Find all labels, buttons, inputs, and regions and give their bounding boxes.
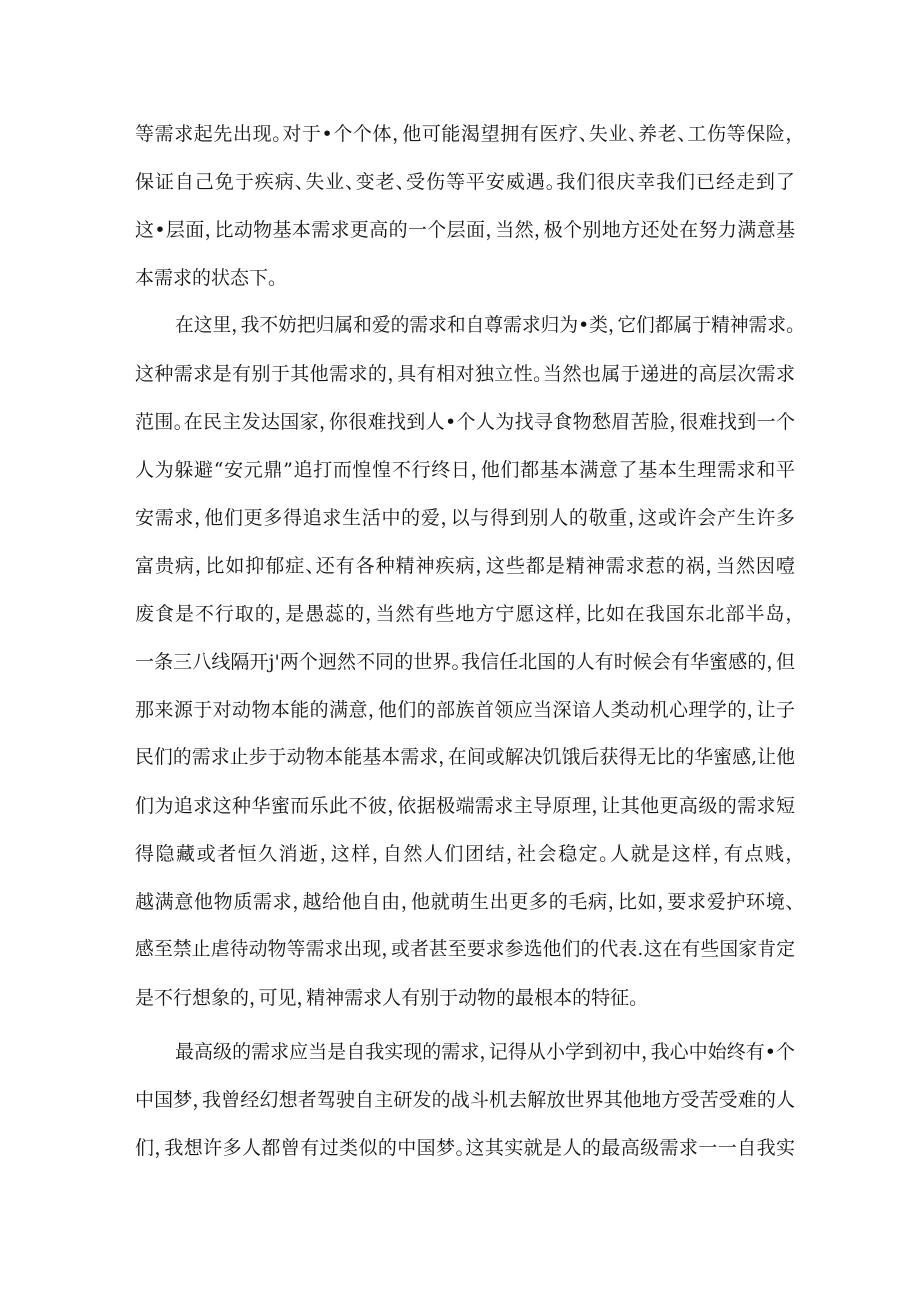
text-line: 们为追求这种华蜜而乐此不彼，依据极端需求主导原理，让其他更高级的需求短	[135, 795, 795, 817]
text-line: 这•层面，比动物基本需求更高的一个层面，当然，极个别地方还处在努力满意基	[135, 219, 795, 241]
text-line: 人为躲避“安元鼎”追打而惶惶不行终日，他们都基本满意了基本生理需求和平	[135, 459, 795, 481]
text-line: 那来源于对动物本能的满意，他们的部族首领应当深谙人类动机心理学的，让子	[135, 699, 795, 721]
text-line: 感至禁止虐待动物等需求出现，或者甚至要求参选他们的代表.这在有些国家肯定	[135, 939, 795, 960]
text-line: 得隐藏或者恒久消逝，这样，自然人们团结，社会稳定。人就是这样，有点贱，	[135, 843, 795, 865]
text-line: 保证自己免于疾病、失业、变老、受伤等平安威遇。我们很庆幸我们已经走到了	[135, 171, 795, 193]
text-line: 一条三八线隔开j'两个迥然不同的世界。我信任北国的人有时候会有华蜜感的，但	[135, 651, 795, 673]
text-line: 们，我想许多人都曾有过类似的中国梦。这其实就是人的最高级需求一一自我实	[135, 1137, 795, 1159]
text-line: 在这里，我不妨把归属和爱的需求和自尊需求归为•类，它们都属于精神需求。	[175, 315, 795, 336]
text-line: 民们的需求止步于动物本能基本需求，在间或解决饥饿后获得无比的华蜜感,让他	[135, 747, 795, 768]
paragraph-2	[135, 302, 795, 1022]
text-line: 范围。在民主发达国家，你很难找到人•个人为找寻食物愁眉苦脸，很难找到一个	[135, 411, 795, 433]
text-line: 是不行想象的，可见，精神需求人有别于动物的最根本的特征。	[135, 987, 639, 1009]
body-text	[135, 110, 795, 1172]
text-line: 富贵病，比如抑郁症、还有各种精神疾病，这些都是精神需求惹的祸，当然因噎	[135, 555, 795, 577]
text-line: 废食是不行取的，是愚蕊的，当然有些地方宁愿这样，比如在我国东北部半岛，	[135, 603, 795, 625]
text-line: 本需求的状态下。	[135, 267, 278, 289]
text-line: 这种需求是有别于其他需求的，具有相对独立性。当然也属于递进的高层次需求	[135, 363, 795, 385]
paragraph-1	[135, 110, 795, 302]
text-line: 等需求起先出现。对于•个个体，他可能渴望拥有医疗、失业、养老、工伤等保险，	[135, 123, 795, 145]
text-line: 越满意他物质需求，越给他自由，他就萌生出更多的毛病，比如，要求爱护环境、	[135, 891, 795, 913]
paragraph-3	[135, 1028, 795, 1172]
text-line: 中国梦，我曾经幻想者驾驶自主研发的战斗机去解放世界其他地方受苦受难的人	[135, 1089, 795, 1111]
text-line: 安需求，他们更多得追求生活中的爱，以与得到别人的敬重，这或许会产生许多	[135, 507, 795, 529]
text-line: 最高级的需求应当是自我实现的需求，记得从小学到初中，我心中始终有•个	[175, 1041, 795, 1063]
